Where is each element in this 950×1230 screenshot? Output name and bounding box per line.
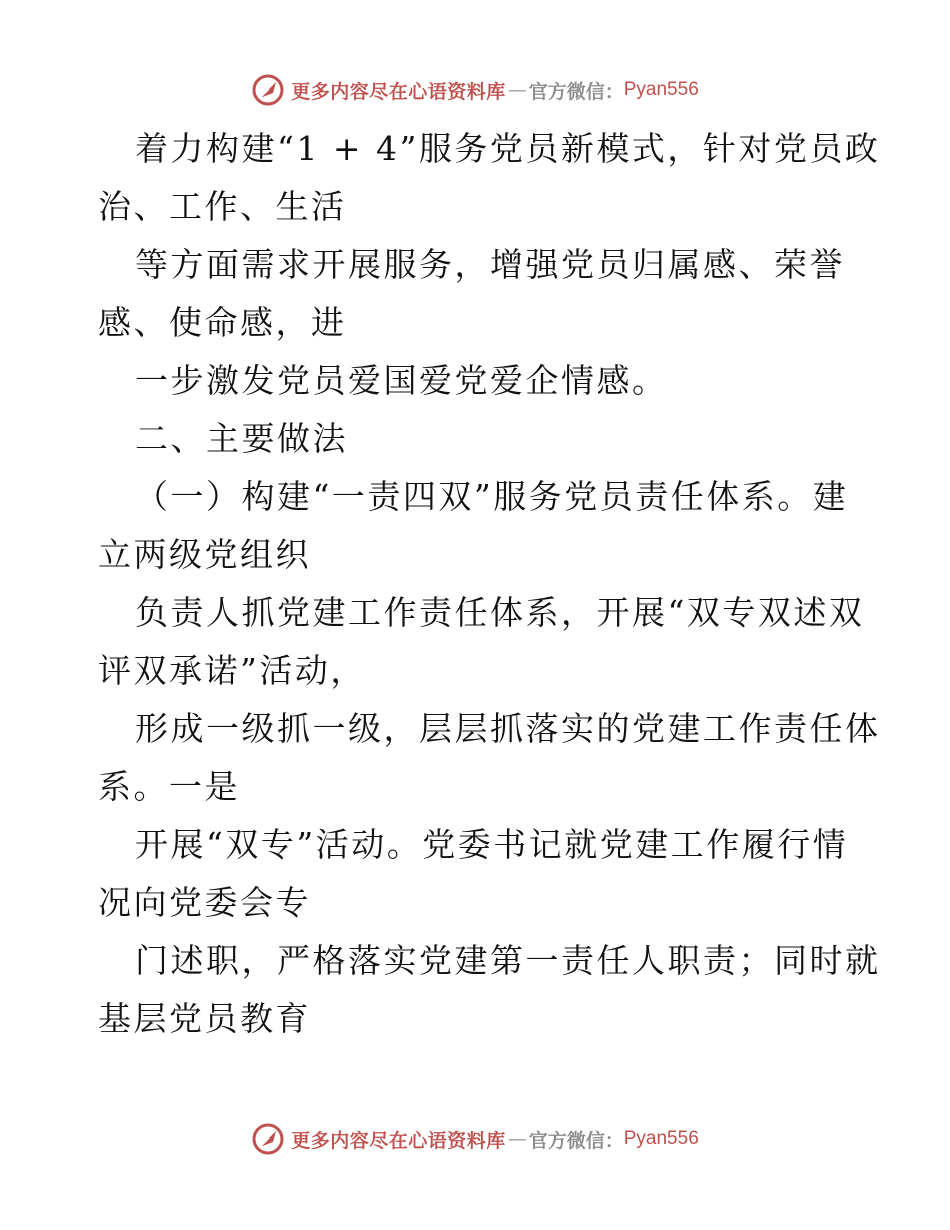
section-heading: 二、主要做法	[135, 419, 348, 458]
body-line: 况向党委会专	[98, 883, 311, 922]
body-line: 开展“双专”活动。党委书记就党建工作履行情	[135, 825, 849, 864]
feather-logo-icon	[251, 73, 285, 107]
body-line: 系。一是	[98, 767, 240, 806]
document-body	[98, 120, 881, 1048]
watermark-dash: —	[507, 79, 527, 101]
body-line: 等方面需求开展服务，增强党员归属感、荣誉	[135, 245, 845, 284]
feather-logo-icon	[251, 1122, 285, 1156]
body-line: 基层党员教育	[98, 999, 311, 1038]
subsection-heading: （一）构建“一责四双”服务党员责任体系。建	[135, 477, 849, 516]
watermark-footer	[0, 1119, 950, 1159]
body-line: 着力构建“1 + 4”服务党员新模式，针对党员政	[135, 129, 881, 168]
body-line: 负责人抓党建工作责任体系，开展“双专双述双	[135, 593, 865, 632]
body-line: 治、工作、生活	[98, 187, 347, 226]
body-line: 评双承诺”活动，	[98, 651, 366, 690]
body-line: 形成一级抓一级，层层抓落实的党建工作责任体	[135, 709, 881, 748]
watermark-wechat-id: Pyan556	[623, 79, 699, 100]
body-line: 感、使命感，进	[98, 303, 347, 342]
watermark-text: 更多内容尽在心语资料库	[291, 80, 506, 103]
watermark-text: 更多内容尽在心语资料库	[291, 1129, 506, 1152]
watermark-wechat-label: 官方微信：	[528, 80, 624, 103]
watermark-wechat-id: Pyan556	[623, 1128, 699, 1149]
watermark-dash: —	[507, 1128, 527, 1150]
body-line: 立两级党组织	[98, 535, 311, 574]
watermark-wechat-label: 官方微信：	[528, 1129, 624, 1152]
body-line: 一步激发党员爱国爱党爱企情感。	[135, 361, 668, 400]
body-line: 门述职，严格落实党建第一责任人职责；同时就	[135, 941, 881, 980]
watermark-header	[0, 70, 950, 110]
